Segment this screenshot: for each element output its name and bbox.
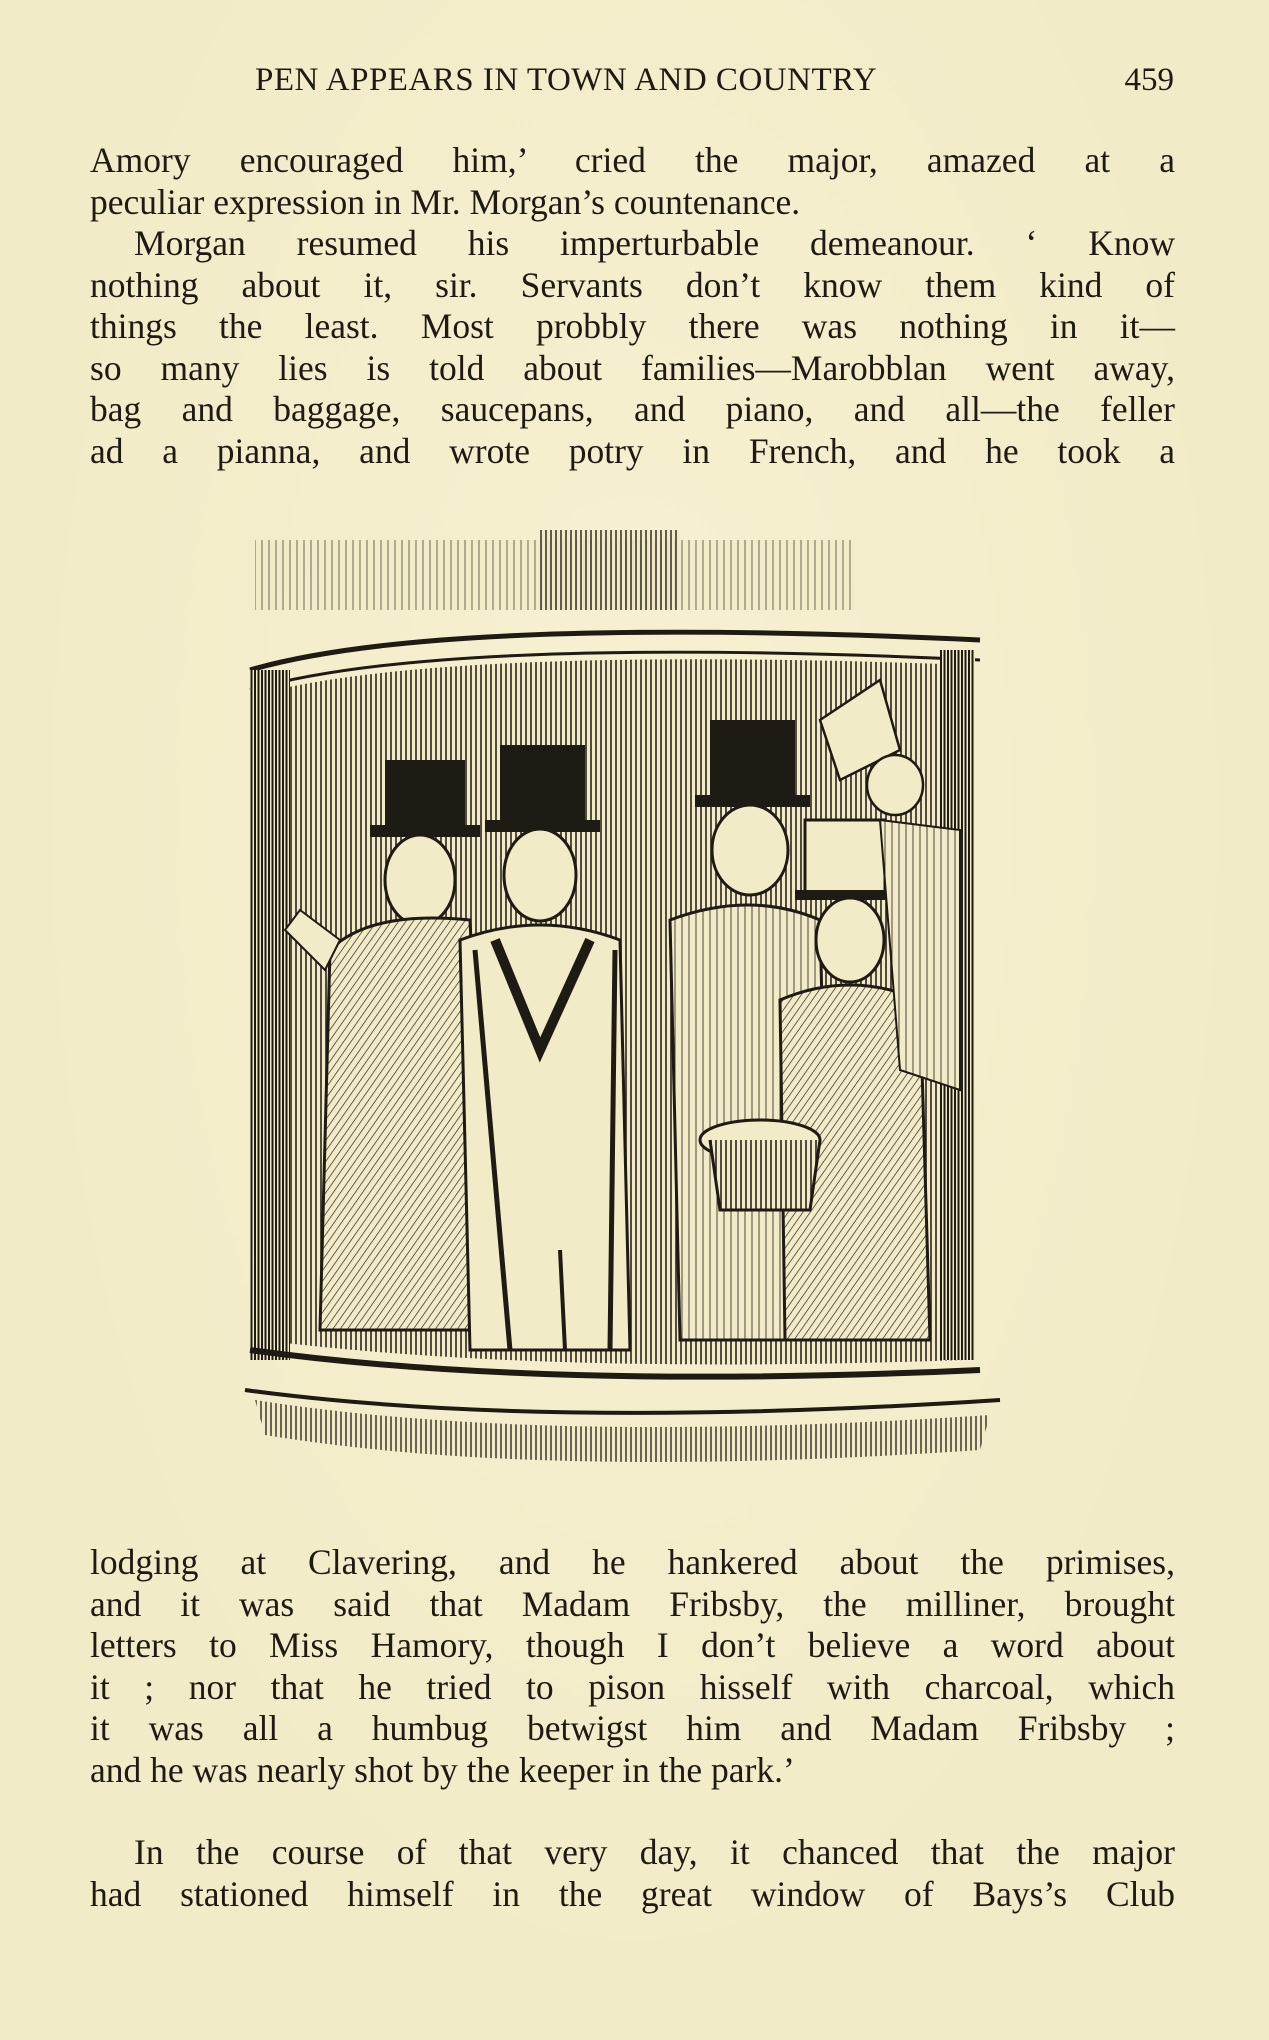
text-line: so many lies is told about families—Marobblan went away, [90,347,1175,388]
text-block-bottom [90,1832,1175,1915]
text-line: letters to Miss Hamory, though I don’t believe a word about [90,1625,1175,1665]
illustration-engraving [240,530,1030,1490]
running-title: PEN APPEARS IN TOWN AND COUNTRY [255,62,878,98]
text-line: had stationed himself in the great window of Bays’s Club [90,1873,1175,1914]
text-line: and he was nearly shot by the keeper in the park.’ [90,1749,795,1790]
text-block-middle [90,1542,1175,1791]
text-line: it was all a humbug betwigst him and Madam Fribsby ; [90,1708,1175,1748]
text-line: things the least. Most probbly there was nothing in it— [90,306,1175,346]
text-line: peculiar expression in Mr. Morgan’s countenance. [90,181,801,222]
text-line: lodging at Clavering, and he hankered about the primises, [90,1542,1175,1582]
text-line: it ; nor that he tried to pison hisself with charcoal, which [90,1666,1175,1707]
text-line: Amory encouraged him,’ cried the major, amazed at a [90,140,1175,180]
text-line: In the course of that very day, it chanced that the major [134,1832,1175,1872]
text-line: nothing about it, sir. Servants don’t know them kind of [90,264,1175,305]
text-block-top [90,140,1175,472]
text-line: and it was said that Madam Fribsby, the milliner, brought [90,1583,1175,1624]
page-number: 459 [1124,62,1174,98]
text-line: bag and baggage, saucepans, and piano, and all—the feller [90,389,1175,429]
text-line: Morgan resumed his imperturbable demeanour. ‘ Know [134,223,1175,263]
text-line: ad a pianna, and wrote potry in French, and he took a [90,430,1175,471]
